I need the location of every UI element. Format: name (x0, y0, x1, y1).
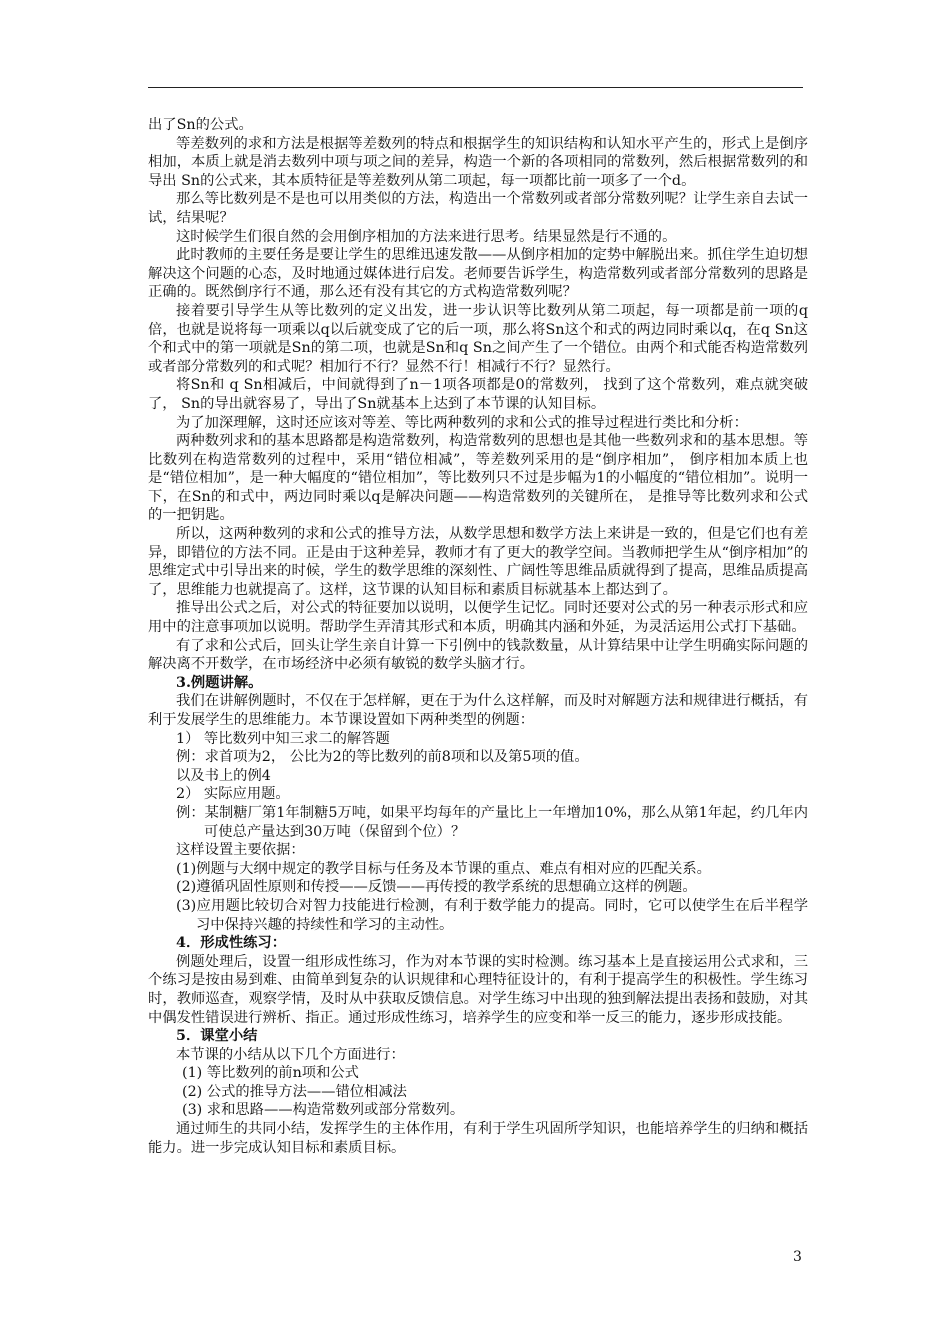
section-heading: 4．形成性练习： (176, 935, 287, 952)
paragraph: 将Sn和 q Sn相减后，中间就得到了n－1项各项都是0的常数列， 找到了这个常数列，难点就突破了， Sn的导出就容易了，导出了Sn就基本上达到了本节课的认知目标。 (148, 377, 808, 412)
list-item: (1)例题与大纲中规定的教学目标与任务及本节课的重点、难点有相对应的匹配关系。 (176, 860, 711, 877)
paragraph: 所以，这两种数列的求和公式的推导方法，从数学思想和数学方法上来讲是一致的，但是它们也有差异，即错位的方法不同。正是由于这种差异，教师才有了更大的教学空间。当教师把学生从“倒序相加”的思维定式中引导出来的时候，学生的数学思维的深刻性、广阔性等思维品质就得到了提高，思维品质提高了，思维能力也就提高了。这样，这节课的认知目标和素质目标就基本上都达到了。 (148, 526, 808, 598)
list-item: (2)遵循巩固性原则和传授——反馈——再传授的教学系统的思想确立这样的例题。 (176, 879, 697, 896)
list-item: 1） 等比数列中知三求二的解答题 (176, 730, 390, 747)
list-item: (1) 等比数列的前n项和公式 (182, 1065, 359, 1082)
paragraph: 我们在讲解例题时，不仅在于怎样解，更在于为什么这样解，而及时对解题方法和规律进行概括，有利于发展学生的思维能力。本节课设置如下两种类型的例题： (148, 693, 808, 728)
paragraph: 等差数列的求和方法是根据等差数列的特点和根据学生的知识结构和认知水平产生的，形式上是倒序相加，本质上就是消去数列中项与项之间的差异，构造一个新的各项相同的常数列，然后根据常数列的和导出 Sn的公式来，其本质特征是等差数列从第二项起，每一项都比前一项多了一个d。 (148, 135, 808, 189)
paragraph: 有了求和公式后，回头让学生亲自计算一下引例中的钱款数量，从计算结果中让学生明确实际问题的解决离不开数学，在市场经济中必须有敏锐的数学头脑才行。 (148, 637, 808, 673)
section-heading: 3.例题讲解。 (176, 674, 263, 691)
paragraph: 两种数列求和的基本思路都是构造常数列，构造常数列的思想也是其他一些数列求和的基本思想。等比数列在构造常数列的过程中，采用“错位相减”，等差数列采用的是“倒序相加”， 倒序相加本质上也是“错位相加”，是一种大幅度的“错位相加”，等比数列只不过是步幅为1的小幅度的“错位相加”。说明一下，在Sn的和式中，两边同时乘以q是解决问题——构造常数列的关键所在， 是推导等比数列求和公式的一把钥匙。 (148, 433, 808, 524)
paragraph: 本节课的小结从以下几个方面进行： (176, 1046, 405, 1063)
list-item: 2） 实际应用题。 (176, 786, 290, 803)
paragraph: 为了加深理解，这时还应该对等差、等比两种数列的求和公式的推导过程进行类比和分析： (176, 414, 748, 431)
body-text (148, 116, 808, 1157)
paragraph: 以及书上的例4 (176, 767, 271, 784)
paragraph: 这时候学生们很自然的会用倒序相加的方法来进行思考。结果显然是行不通的。 (176, 228, 677, 245)
paragraph: 那么等比数列是不是也可以用类似的方法，构造出一个常数列或者部分常数列呢？让学生亲自去试一试，结果呢？ (148, 191, 808, 226)
example-text: 例：求首项为2， 公比为2的等比数列的前8项和以及第5项的值。 (176, 749, 589, 766)
paragraph: 例题处理后，设置一组形成性练习，作为对本节课的实时检测。练习基本上是直接运用公式求和，三个练习是按由易到难、由简单到复杂的认识规律和心理特征设计的，有利于提高学生的积极性。学生练习时，教师巡查，观察学情，及时从中获取反馈信息。对学生练习中出现的独到解法提出表扬和鼓励，对其中偶发性错误进行辨析、指正。通过形成性练习，培养学生的应变和举一反三的能力，逐步形成技能。 (148, 953, 808, 1026)
paragraph: 推导出公式之后，对公式的特征要加以说明，以便学生记忆。同时还要对公式的另一种表示形式和应用中的注意事项加以说明。帮助学生弄清其形式和本质，明确其内涵和外延，为灵活运用公式打下基础。 (148, 600, 808, 636)
paragraph: 通过师生的共同小结，发挥学生的主体作用，有利于学生巩固所学知识，也能培养学生的归纳和概括能力。进一步完成认知目标和素质目标。 (148, 1121, 808, 1156)
list-item: (2) 公式的推导方法——错位相减法 (182, 1083, 407, 1100)
paragraph: 出了Sn的公式。 (148, 117, 253, 133)
paragraph: 此时教师的主要任务是要让学生的思维迅速发散——从倒序相加的定势中解脱出来。抓住学生迫切想解决这个问题的心态，及时地通过媒体进行启发。老师要告诉学生，构造常数列或者部分常数列的思路是正确的。既然倒序行不通，那么还有没有其它的方式构造常数列呢？ (148, 247, 808, 301)
paragraph: 接着要引导学生从等比数列的定义出发，进一步认识等比数列从第二项起，每一项都是前一项的q倍，也就是说将每一项乘以q以后就变成了它的后一项，那么将Sn这个和式的两边同时乘以q，在q Sn这个和式中的第一项就是Sn的第二项，也就是Sn和q Sn之间产生了一个错位。由两个和式能否构造常数列或者部分常数列的和式呢？相加行不行？显然不行！相减行不行？显然行。 (148, 302, 808, 375)
page-number: 3 (793, 1249, 802, 1265)
list-item: (3) 求和思路——构造常数列或部分常数列。 (182, 1102, 465, 1119)
example-text: 例：某制糖厂第1年制糖5万吨，如果平均每年的产量比上一年增加10%，那么从第1年起，约几年内可使总产量达到30万吨（保留到个位）？ (176, 804, 808, 840)
paragraph: 这样设置主要依据： (176, 842, 305, 859)
list-item: (3)应用题比较切合对智力技能进行检测，有利于数学能力的提高。同时，它可以使学生在后半程学习中保持兴趣的持续性和学习的主动性。 (176, 897, 808, 933)
section-heading: 5．课堂小结 (176, 1028, 258, 1045)
header-rule (148, 87, 803, 88)
